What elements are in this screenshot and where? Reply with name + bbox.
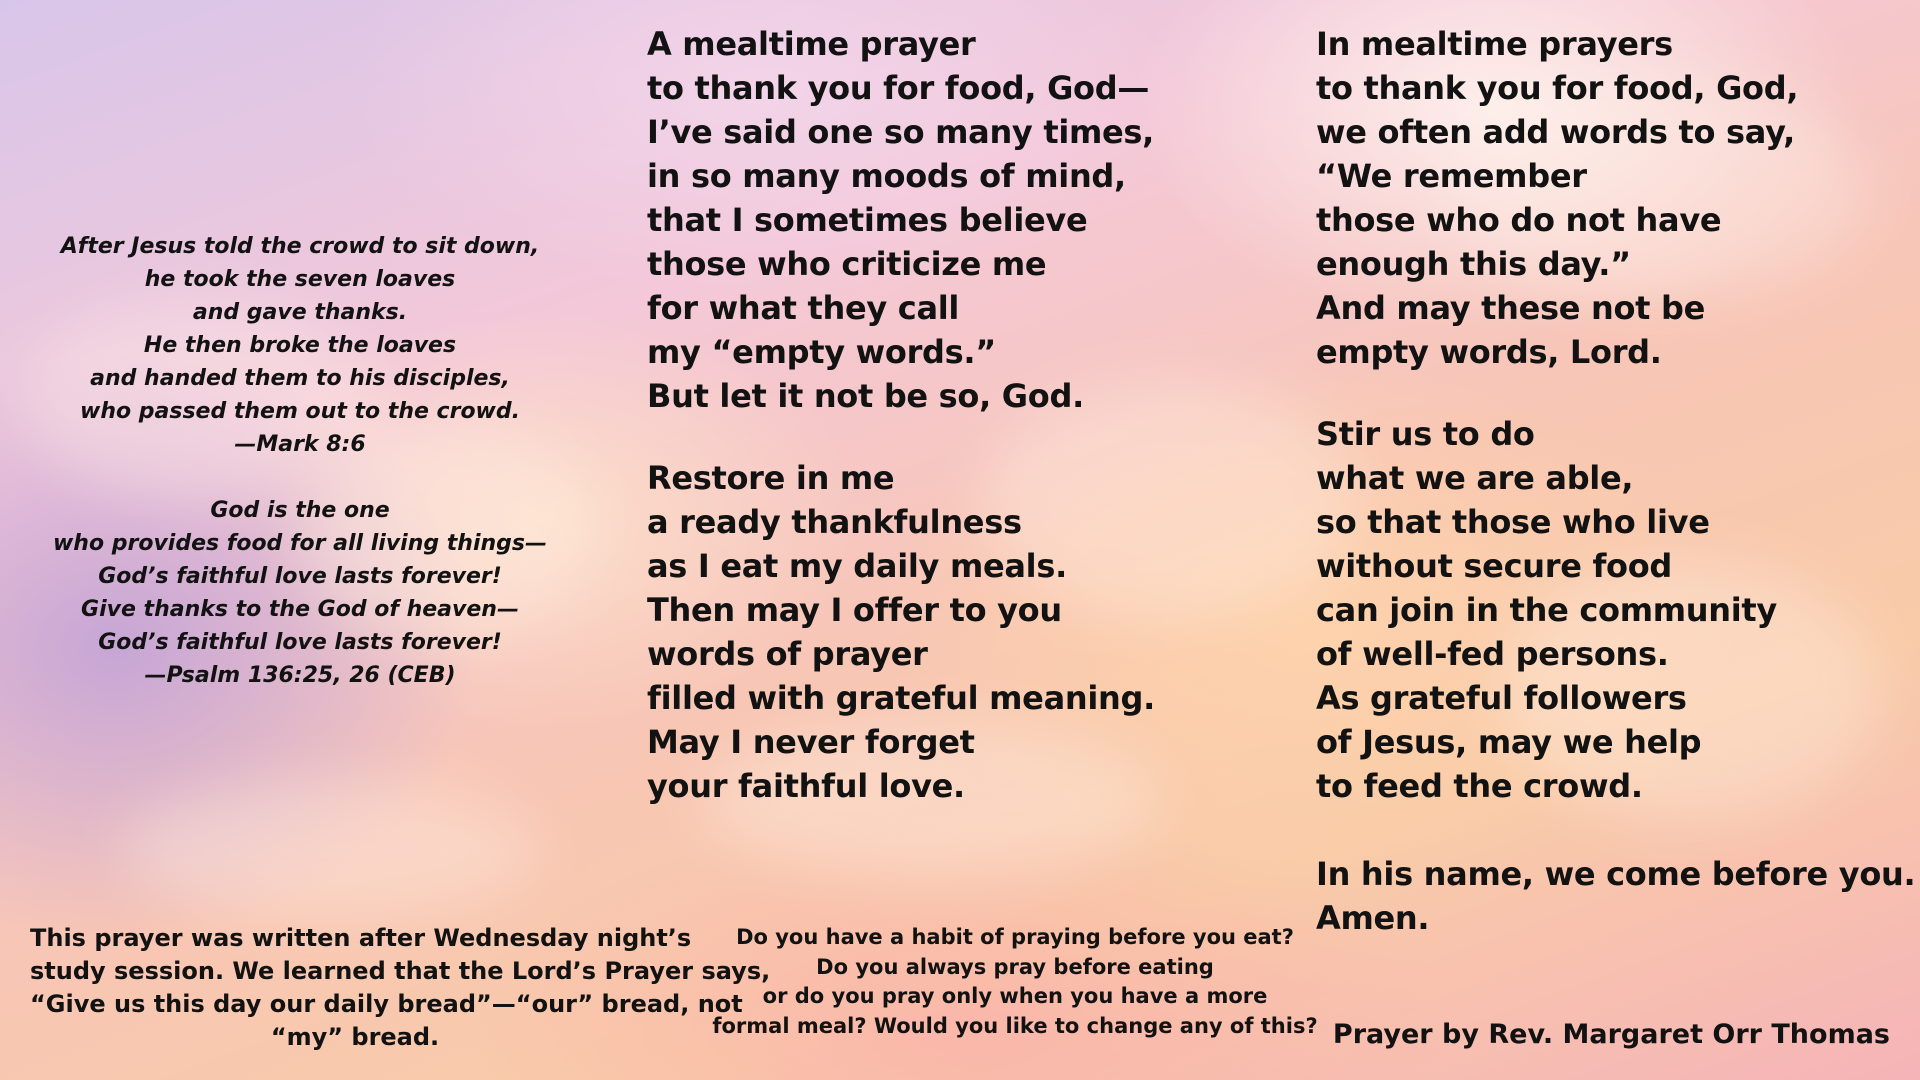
- prayer-line: a ready thankfulness: [647, 503, 1022, 541]
- prayer-line: to thank you for food, God,: [1316, 69, 1799, 107]
- prayer-middle-column: [647, 22, 1187, 808]
- prayer-line: filled with grateful meaning.: [647, 679, 1155, 717]
- prayer-line: in so many moods of mind,: [647, 157, 1126, 195]
- prayer-line: to thank you for food, God—: [647, 69, 1150, 107]
- verse-line: God’s faithful love lasts forever!: [98, 630, 502, 655]
- prayer-line: words of prayer: [647, 635, 928, 673]
- question-line: formal meal? Would you like to change any of this?: [712, 1013, 1318, 1038]
- verse-line: and gave thanks.: [192, 300, 408, 325]
- prayer-line: those who criticize me: [647, 245, 1047, 283]
- prayer-line: May I never forget: [647, 723, 975, 761]
- prayer-line: my “empty words.”: [647, 333, 996, 371]
- prayer-line: we often add words to say,: [1316, 113, 1796, 151]
- verse-reference: —Psalm 136:25, 26 (CEB): [144, 663, 456, 688]
- prayer-line: But let it not be so, God.: [647, 377, 1084, 415]
- question-line: Do you have a habit of praying before you eat?: [736, 925, 1294, 949]
- verse-line: he took the seven loaves: [144, 267, 456, 292]
- prayer-line: as I eat my daily meals.: [647, 547, 1067, 585]
- prayer-stanza: [1316, 22, 1896, 374]
- prayer-line: can join in the community: [1316, 591, 1777, 629]
- question-line: or do you pray only when you have a more: [762, 984, 1268, 1008]
- prayer-line: As grateful followers: [1316, 679, 1687, 717]
- prayer-line: so that those who live: [1316, 503, 1710, 541]
- prayer-line: “We remember: [1316, 157, 1587, 195]
- prayer-line: A mealtime prayer: [647, 25, 976, 63]
- prayer-line: of well-fed persons.: [1316, 635, 1669, 673]
- prayer-line: In his name, we come before you.: [1316, 855, 1916, 893]
- note-line: study session. We learned that the Lord’s Prayer says,: [30, 957, 771, 985]
- psalm-passage: [40, 494, 560, 692]
- prayer-stanza: [647, 22, 1187, 418]
- prayer-line: In mealtime prayers: [1316, 25, 1673, 63]
- prayer-stanza: [647, 456, 1187, 808]
- verse-line: who passed them out to the crowd.: [80, 399, 520, 424]
- mark-passage: [40, 230, 560, 461]
- scripture-verses: [40, 230, 560, 692]
- prayer-line: without secure food: [1316, 547, 1673, 585]
- prayer-line: your faithful love.: [647, 767, 965, 805]
- note-line: “Give us this day our daily bread”—“our” bread, not: [30, 990, 743, 1018]
- note-line: This prayer was written after Wednesday night’s: [30, 924, 692, 952]
- prayer-line: for what they call: [647, 289, 960, 327]
- prayer-stanza: [1316, 412, 1896, 808]
- prayer-line: those who do not have: [1316, 201, 1722, 239]
- author-credit: Prayer by Rev. Margaret Orr Thomas: [1332, 1019, 1890, 1050]
- verse-line: who provides food for all living things—: [52, 531, 548, 556]
- prayer-line: And may these not be: [1316, 289, 1706, 327]
- verse-reference: —Mark 8:6: [234, 432, 366, 457]
- prayer-line: of Jesus, may we help: [1316, 723, 1702, 761]
- amen-line: Amen.: [1316, 899, 1430, 937]
- prayer-line: Then may I offer to you: [647, 591, 1062, 629]
- prayer-right-column: [1316, 22, 1916, 940]
- prayer-line: enough this day.”: [1316, 245, 1631, 283]
- prayer-closing: [1316, 852, 1916, 940]
- prayer-context-note: [30, 922, 771, 1054]
- reflection-questions: [700, 923, 1330, 1041]
- prayer-line: to feed the crowd.: [1316, 767, 1643, 805]
- verse-line: God is the one: [210, 498, 390, 523]
- prayer-line: empty words, Lord.: [1316, 333, 1662, 371]
- prayer-line: what we are able,: [1316, 459, 1634, 497]
- verse-line: After Jesus told the crowd to sit down,: [60, 234, 540, 259]
- question-line: Do you always pray before eating: [816, 954, 1214, 979]
- prayer-line: that I sometimes believe: [647, 201, 1088, 239]
- prayer-line: Restore in me: [647, 459, 895, 497]
- verse-line: God’s faithful love lasts forever!: [98, 564, 502, 589]
- prayer-line: Stir us to do: [1316, 415, 1535, 453]
- note-line: “my” bread.: [270, 1023, 440, 1051]
- verse-line: and handed them to his disciples,: [90, 366, 510, 391]
- verse-line: Give thanks to the God of heaven—: [81, 597, 519, 622]
- prayer-line: I’ve said one so many times,: [647, 113, 1155, 151]
- verse-line: He then broke the loaves: [143, 333, 457, 358]
